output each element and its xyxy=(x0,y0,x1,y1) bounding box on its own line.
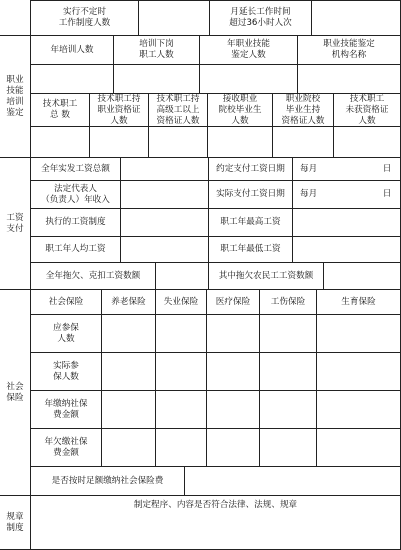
grid-line xyxy=(155,289,156,466)
should-insure-label: 应参保 人数 xyxy=(53,322,79,344)
medical-insurance-label: 医疗保险 xyxy=(215,296,251,307)
senior-cert-label: 技术职工持 高级工以上 资格证人数 xyxy=(156,93,200,126)
grid-line xyxy=(120,157,121,262)
training-section-title: 职业 技能 培训 鉴定 xyxy=(6,74,24,118)
annual-appraisal-label: 年职业技能 鉴定人数 xyxy=(227,39,270,60)
wage-arrears-label: 全年拖欠、克扣工资数额 xyxy=(45,270,141,281)
with-cert-label: 技术职工持 职业资格证 人数 xyxy=(97,93,141,126)
injury-insurance-label: 工伤保险 xyxy=(270,296,306,307)
full-payment-label: 是否按时足额缴纳社会保险费 xyxy=(51,475,164,486)
grid-line xyxy=(311,0,312,35)
avg-wage-label: 职工年人均工资 xyxy=(45,244,106,254)
grid-line xyxy=(292,157,293,262)
grads-with-cert-label: 职业院校 毕业生持 资格证人数 xyxy=(281,93,325,126)
grid-line xyxy=(138,0,139,35)
insurance-header: 社会保险 xyxy=(48,296,84,307)
agreed-pay-date-label: 约定支付工资日期 xyxy=(216,163,285,174)
grid-line xyxy=(101,289,102,466)
min-wage-label: 职工年最低工资 xyxy=(220,244,281,254)
grid-line xyxy=(259,289,260,466)
grid-line xyxy=(30,64,401,65)
grid-line xyxy=(316,289,317,466)
laid-off-workers-label: 培训下岗 职工人数 xyxy=(139,39,174,60)
without-cert-label: 技术职工 未获资格证 人数 xyxy=(345,93,389,126)
grid-line xyxy=(206,289,207,466)
wage-system-label: 执行的工资制度 xyxy=(45,217,106,227)
appraisal-org-label: 职业技能鉴定 机构名称 xyxy=(323,39,375,60)
legal-rep-income-label: 法定代表人 （负责人）年收入 xyxy=(41,183,110,205)
grid-line xyxy=(323,262,324,289)
annual-total-wage-label: 全年实发工资总额 xyxy=(41,163,110,174)
rules-section-title: 规章 制度 xyxy=(6,511,24,533)
agreed-day-label: 日 xyxy=(382,163,392,174)
annual-owed-label: 年欠缴社保 费金额 xyxy=(44,436,88,458)
insurance-section-title: 社会 保险 xyxy=(6,381,24,403)
pension-insurance-label: 养老保险 xyxy=(111,296,146,307)
actual-insured-label: 实际参 保人数 xyxy=(53,360,79,382)
grid-line xyxy=(184,466,185,495)
actual-day-label: 日 xyxy=(382,189,392,199)
migrant-arrears-label: 其中拖欠农民工工资数额 xyxy=(218,270,314,281)
agreed-month-label: 每月 xyxy=(300,163,318,174)
rules-legality-label: 制定程序、内容是否符合法律、法规、规章 xyxy=(133,499,298,510)
annual-paid-label: 年缴纳社保 费金额 xyxy=(44,398,88,420)
actual-pay-date-label: 实际支付工资日期 xyxy=(216,189,285,199)
overtime-label: 月延长工作时间 超过36小时人次 xyxy=(229,7,292,28)
grid-line xyxy=(155,262,156,289)
maternity-insurance-label: 生育保险 xyxy=(341,296,376,307)
vocational-grads-label: 接收职业 院校毕业生 人数 xyxy=(218,93,262,126)
wage-section-title: 工资 支付 xyxy=(6,212,24,234)
unemployment-insurance-label: 失业保险 xyxy=(163,296,199,307)
actual-month-label: 每月 xyxy=(300,189,318,199)
max-wage-label: 职工年最高工资 xyxy=(220,217,281,227)
total-tech-workers-label: 技术职工 总 数 xyxy=(42,99,78,120)
flexible-hours-label: 实行不定时 工作制度人数 xyxy=(58,7,111,28)
annual-trainees-label: 年培训人数 xyxy=(50,44,94,55)
